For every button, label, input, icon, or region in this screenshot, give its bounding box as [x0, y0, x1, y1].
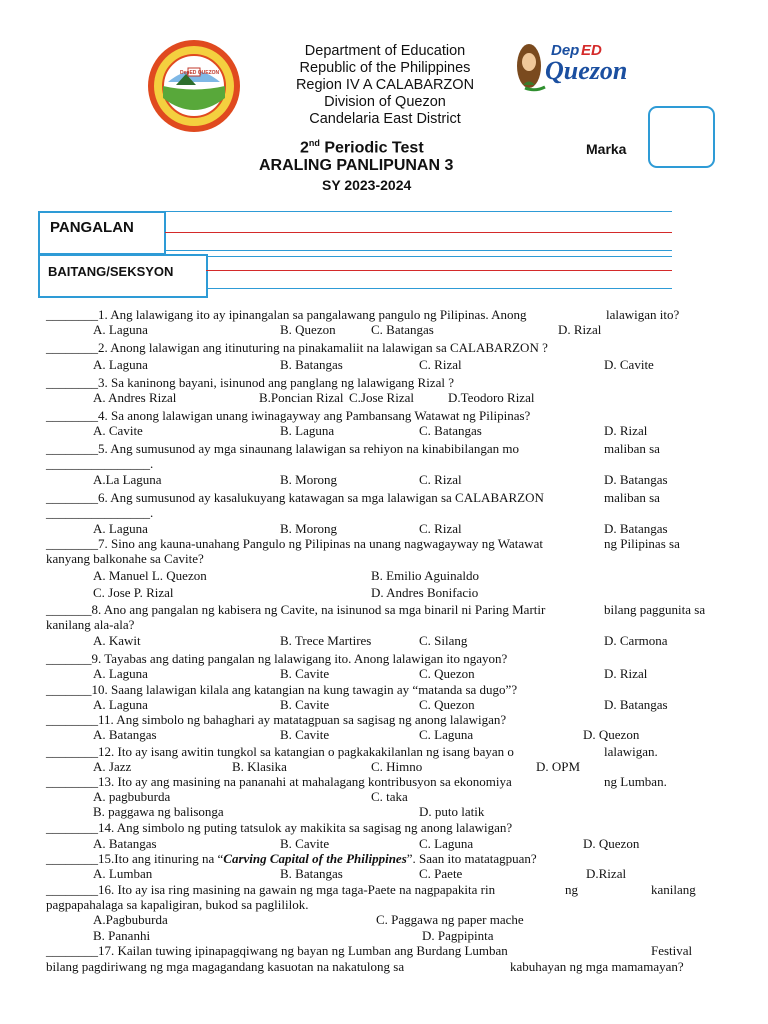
choice-b: B. Morong: [280, 472, 338, 487]
name-label: PANGALAN: [50, 219, 134, 236]
choice-d: D. Pagpipinta: [422, 928, 494, 943]
choice-b: B. Trece Martires: [280, 633, 372, 648]
choice-a: A. Laguna: [93, 666, 148, 681]
choice-a: A. Andres Rizal: [93, 390, 177, 405]
choice-d: D. Batangas: [604, 472, 668, 487]
choice-a: A. Laguna: [93, 521, 148, 536]
name-line-bottom: [165, 250, 672, 251]
question-text-cont: kanyang balkonahe sa Cavite?: [46, 551, 204, 566]
ordinal: 2: [300, 139, 309, 157]
question-text: _______8. Ano ang pangalan ng kabisera ng Cavite, na isinunod sa mga binaril ni Paring Martir: [46, 602, 546, 617]
choice-c: C. Quezon: [419, 666, 475, 681]
choice-a: A. Lumban: [93, 866, 153, 881]
marka-label: Marka: [586, 141, 627, 157]
name-line-top: [165, 211, 672, 212]
grade-line-bottom: [206, 288, 672, 289]
question-text: ________1. Ang lalawigang ito ay ipinangalan sa pangalawang pangulo ng Pilipinas. Anong: [46, 307, 527, 322]
choice-d: D. Rizal: [604, 423, 648, 438]
question-text: _______9. Tayabas ang dating pangalan ng lalawigang ito. Anong lalawigan ito ngayon?: [46, 651, 508, 666]
question-text-cont: kanilang ala-ala?: [46, 617, 135, 632]
question-text: ________11. Ang simbolo ng bahaghari ay matatagpuan sa sagisag ng anong lalawigan?: [46, 712, 507, 727]
choice-c: C. Rizal: [419, 472, 462, 487]
question-text-cont: bilang pagdiriwang ng mga magagandang kasuotan na nakatulong sa: [46, 959, 405, 974]
question-text: ________2. Anong lalawigan ang itinuturing na pinakamaliit na lalawigan sa CALABARZON ?: [46, 340, 548, 355]
question-text: ________5. Ang sumusunod ay mga sinaunang lalawigan sa rehiyon na kinabibilangan mo: [46, 441, 519, 456]
choice-b: B. Morong: [280, 521, 338, 536]
choice-c: C. Rizal: [419, 357, 462, 372]
subject-title: ARALING PANLIPUNAN 3: [259, 157, 454, 174]
question-emphasis: Carving Capital of the Philippines: [223, 851, 407, 866]
choice-d: D. Batangas: [604, 697, 668, 712]
choice-c: C. Laguna: [419, 727, 474, 742]
seal-text: DepED QUEZON: [180, 70, 220, 76]
choice-a: A. Batangas: [93, 727, 157, 742]
choice-c: C. Paggawa ng paper mache: [376, 912, 524, 927]
question-text-start: ________15.Ito ang itinuring na “: [46, 851, 224, 866]
choice-c: C. Batangas: [371, 322, 434, 337]
choice-d: D. Rizal: [558, 322, 602, 337]
question-text: [46, 851, 537, 866]
choice-b: B. Cavite: [280, 727, 330, 742]
marka-box[interactable]: [648, 106, 715, 168]
deped-quezon-logo: [515, 40, 628, 95]
dept-name: Department of Education: [304, 43, 466, 59]
choice-b: B. Batangas: [280, 357, 343, 372]
choice-c: C.Jose Rizal: [349, 390, 414, 405]
choice-a: A. Batangas: [93, 836, 157, 851]
choice-c: C. Rizal: [419, 521, 462, 536]
question-text: ________13. Ito ay ang masining na pananahi at mahalagang kontribusyon sa ekonomiya: [46, 774, 512, 789]
division-name: Division of Quezon: [324, 94, 446, 110]
choice-d: D.Teodoro Rizal: [448, 390, 535, 405]
logo-quezon: Quezon: [545, 56, 628, 85]
logo-dep: Dep: [551, 42, 580, 59]
choice-c: C. taka: [371, 789, 408, 804]
question-text: ________14. Ang simbolo ng puting tatsulok ay makikita sa sagisag ng anong lalawigan?: [46, 820, 513, 835]
logo-ed: ED: [581, 42, 602, 59]
choice-b: B.Poncian Rizal: [259, 390, 344, 405]
choice-b: B. Cavite: [280, 697, 330, 712]
school-seal: [146, 38, 242, 134]
grade-line-top: [206, 256, 672, 257]
question-text: ________7. Sino ang kauna-unahang Pangulo ng Pilipinas na unang nagwagayway ng Watawat: [46, 536, 543, 551]
question-text: _______10. Saang lalawigan kilala ang katangian na kung tawagin ay “matanda sa dugo”?: [46, 682, 518, 697]
question-blank: ________________.: [46, 456, 154, 471]
question-text-cont: pagpapahalaga sa kapaligiran, bukod sa paglililok.: [46, 897, 309, 912]
question-text-end: maliban sa: [604, 490, 660, 505]
test-title: [300, 138, 424, 157]
question-text-end: lalawigan ito?: [606, 307, 680, 322]
choice-b: B. Batangas: [280, 866, 343, 881]
question-text: ________4. Sa anong lalawigan unang iwinagayway ang Pambansang Watawat ng Pilipinas?: [46, 408, 531, 423]
question-text-end: ng Lumban.: [604, 774, 667, 789]
choice-a: A. pagbuburda: [93, 789, 171, 804]
choice-c: C. Jose P. Rizal: [93, 585, 174, 600]
choice-d: D. Quezon: [583, 727, 640, 742]
question-text-end: ”. Saan ito matatagpuan?: [406, 851, 537, 866]
choice-a: A. Jazz: [93, 759, 132, 774]
grade-label-box: [38, 254, 208, 298]
choice-c: C. Himno: [371, 759, 423, 774]
republic-name: Republic of the Philippines: [299, 60, 471, 76]
question-text-end: bilang paggunita sa: [604, 602, 706, 617]
choice-a: A. Laguna: [93, 697, 148, 712]
question-text-end: Festival: [651, 943, 693, 958]
choice-d: D. Quezon: [583, 836, 640, 851]
choice-a: A. Manuel L. Quezon: [93, 568, 207, 583]
choice-a: A. Laguna: [93, 322, 148, 337]
choice-d: D. Andres Bonifacio: [371, 585, 479, 600]
test-name: Periodic Test: [319, 139, 424, 157]
question-text: ________12. Ito ay isang awitin tungkol sa katangian o pagkakakilanlan ng isang bayan o: [46, 744, 514, 759]
question-text-cont-end: kabuhayan ng mga mamamayan?: [510, 959, 684, 974]
choice-a: A. Cavite: [93, 423, 143, 438]
choice-a: A. Kawit: [93, 633, 141, 648]
choice-d: D. Carmona: [604, 633, 668, 648]
choice-c: C. Batangas: [419, 423, 482, 438]
question-text: ________16. Ito ay isa ring masining na gawain ng mga taga-Paete na nagpapakita rin: [46, 882, 496, 897]
question-text: ________6. Ang sumusunod ay kasalukuyang katawagan sa mga lalawigan sa CALABARZON: [46, 490, 544, 505]
choice-b: B. Cavite: [280, 666, 330, 681]
district-name: Candelaria East District: [309, 111, 461, 127]
school-year: SY 2023-2024: [322, 177, 412, 193]
choice-c: C. Silang: [419, 633, 468, 648]
choice-d: D. puto latik: [419, 804, 485, 819]
question-text-end: lalawigan.: [604, 744, 658, 759]
choice-d: D. Cavite: [604, 357, 654, 372]
question-text-end: ng Pilipinas sa: [604, 536, 680, 551]
choice-b: B. Laguna: [280, 423, 335, 438]
choice-d: D.Rizal: [586, 866, 627, 881]
question-blank: ________________.: [46, 505, 154, 520]
region-name: Region IV A CALABARZON: [295, 77, 475, 93]
question-text-mid: ng: [565, 882, 578, 897]
choice-d: D. OPM: [536, 759, 581, 774]
choice-c: C. Paete: [419, 866, 463, 881]
choice-b: B. Quezon: [280, 322, 336, 337]
choice-b: B. Cavite: [280, 836, 330, 851]
grade-label: BAITANG/SEKSYON: [48, 264, 174, 279]
choice-a: A. Laguna: [93, 357, 148, 372]
choice-b: B. paggawa ng balisonga: [93, 804, 224, 819]
question-text-end: kanilang: [651, 882, 696, 897]
choice-c: C. Laguna: [419, 836, 474, 851]
grade-field-line[interactable]: [206, 270, 672, 271]
choice-b: B. Pananhi: [93, 928, 151, 943]
choice-b: B. Klasika: [232, 759, 287, 774]
question-text: ________3. Sa kaninong bayani, isinunod ang panglang ng lalawigang Rizal ?: [46, 375, 454, 390]
choice-c: C. Quezon: [419, 697, 475, 712]
question-text-end: maliban sa: [604, 441, 660, 456]
choice-a: A.La Laguna: [93, 472, 162, 487]
question-text: ________17. Kailan tuwing ipinapagqiwang ng bayan ng Lumban ang Burdang Lumban: [46, 943, 508, 958]
choice-a: A.Pagbuburda: [93, 912, 168, 927]
name-label-box: [38, 211, 166, 255]
choice-d: D. Rizal: [604, 666, 648, 681]
name-field-line[interactable]: [165, 232, 672, 233]
choice-d: D. Batangas: [604, 521, 668, 536]
ordinal-sup: nd: [308, 138, 320, 148]
choice-b: B. Emilio Aguinaldo: [371, 568, 479, 583]
